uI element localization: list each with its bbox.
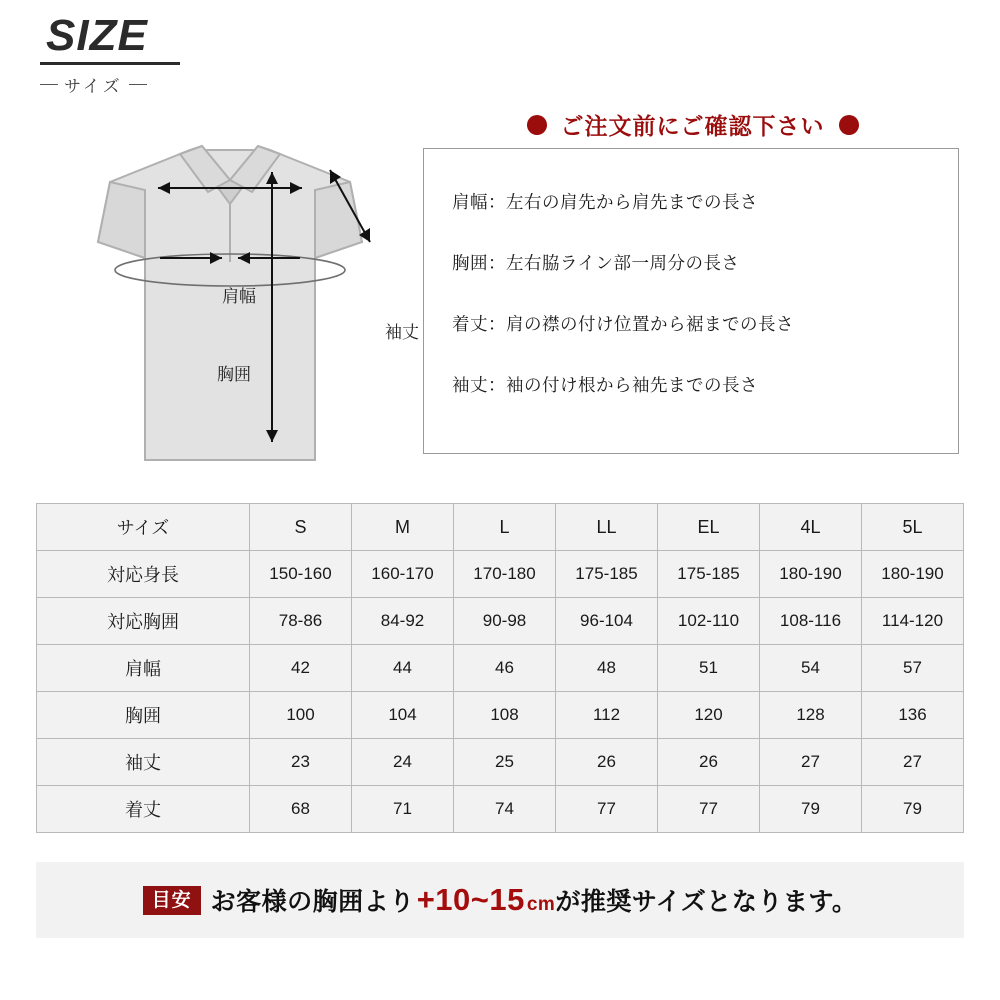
table-header-cell: LL	[556, 504, 658, 551]
table-cell: 90-98	[454, 598, 556, 645]
label-chest: 胸囲	[217, 365, 251, 384]
table-cell: 112	[556, 692, 658, 739]
row-label: 胸囲	[37, 692, 250, 739]
table-cell: 170-180	[454, 551, 556, 598]
recommendation-highlight: +10~15	[416, 882, 525, 917]
row-label: 対応身長	[37, 551, 250, 598]
notice-line: 肩幅：左右の肩先から肩先までの長さ	[452, 192, 758, 212]
table-cell: 175-185	[658, 551, 760, 598]
table-cell: 71	[352, 786, 454, 833]
title-underline	[40, 62, 180, 65]
table-cell: 27	[862, 739, 964, 786]
page-subtitle: サイズ	[64, 77, 123, 96]
table-cell: 24	[352, 739, 454, 786]
table-cell: 26	[556, 739, 658, 786]
table-header-cell: S	[250, 504, 352, 551]
table-cell: 114-120	[862, 598, 964, 645]
table-cell: 108	[454, 692, 556, 739]
table-header-cell: 4L	[760, 504, 862, 551]
table-row	[37, 551, 964, 598]
table-row	[37, 692, 964, 739]
table-header-cell: サイズ	[37, 504, 250, 551]
notice-line: 胸囲：左右脇ライン部一周分の長さ	[452, 253, 740, 273]
table-cell: 175-185	[556, 551, 658, 598]
recommendation-banner	[36, 862, 964, 938]
size-table-wrapper	[36, 503, 964, 833]
row-label: 対応胸囲	[37, 598, 250, 645]
row-label: 着丈	[37, 786, 250, 833]
table-cell: 74	[454, 786, 556, 833]
row-label: 肩幅	[37, 645, 250, 692]
table-cell: 51	[658, 645, 760, 692]
table-cell: 26	[658, 739, 760, 786]
page-title: SIZE	[46, 11, 148, 60]
page-subtitle-row	[40, 72, 220, 97]
recommendation-highlight-unit: cm	[526, 894, 556, 915]
size-table	[36, 503, 964, 833]
notice-line: 着丈：肩の襟の付け位置から裾までの長さ	[452, 314, 794, 334]
table-cell: 79	[862, 786, 964, 833]
table-row	[37, 739, 964, 786]
notice-title: ご注文前にご確認下さい	[560, 113, 825, 139]
table-row	[37, 786, 964, 833]
table-cell: 68	[250, 786, 352, 833]
table-header-cell: M	[352, 504, 454, 551]
row-label: 袖丈	[37, 739, 250, 786]
table-cell: 27	[760, 739, 862, 786]
bullet-dot-left-icon	[527, 115, 547, 135]
shirt-diagram	[40, 130, 420, 480]
table-cell: 78-86	[250, 598, 352, 645]
table-cell: 48	[556, 645, 658, 692]
table-cell: 102-110	[658, 598, 760, 645]
table-header-cell: 5L	[862, 504, 964, 551]
notice-box	[423, 148, 959, 454]
table-cell: 84-92	[352, 598, 454, 645]
table-cell: 79	[760, 786, 862, 833]
table-header-cell: EL	[658, 504, 760, 551]
table-cell: 77	[658, 786, 760, 833]
table-cell: 100	[250, 692, 352, 739]
table-row	[37, 598, 964, 645]
table-cell: 180-190	[760, 551, 862, 598]
table-row	[37, 645, 964, 692]
table-cell: 54	[760, 645, 862, 692]
table-cell: 57	[862, 645, 964, 692]
table-cell: 96-104	[556, 598, 658, 645]
table-cell: 25	[454, 739, 556, 786]
recommendation-text-before: お客様の胸囲より	[210, 888, 415, 916]
notice-title-row	[420, 108, 965, 141]
table-header-row	[37, 504, 964, 551]
guideline-badge: 目安	[143, 886, 201, 915]
recommendation-text	[211, 882, 858, 918]
table-cell: 77	[556, 786, 658, 833]
table-cell: 46	[454, 645, 556, 692]
table-cell: 120	[658, 692, 760, 739]
dash-left-decoration	[40, 84, 58, 86]
label-shoulder-width: 肩幅	[222, 287, 256, 306]
dash-right-decoration	[129, 84, 147, 86]
table-cell: 44	[352, 645, 454, 692]
page-header	[40, 11, 220, 97]
table-cell: 23	[250, 739, 352, 786]
table-cell: 128	[760, 692, 862, 739]
recommendation-text-after: が推奨サイズとなります。	[555, 888, 858, 916]
table-cell: 150-160	[250, 551, 352, 598]
table-cell: 104	[352, 692, 454, 739]
table-cell: 136	[862, 692, 964, 739]
table-cell: 42	[250, 645, 352, 692]
table-header-cell: L	[454, 504, 556, 551]
bullet-dot-right-icon	[839, 115, 859, 135]
table-cell: 160-170	[352, 551, 454, 598]
label-sleeve-length: 袖丈	[385, 323, 419, 342]
notice-line: 袖丈：袖の付け根から袖先までの長さ	[452, 375, 758, 395]
table-cell: 108-116	[760, 598, 862, 645]
table-cell: 180-190	[862, 551, 964, 598]
